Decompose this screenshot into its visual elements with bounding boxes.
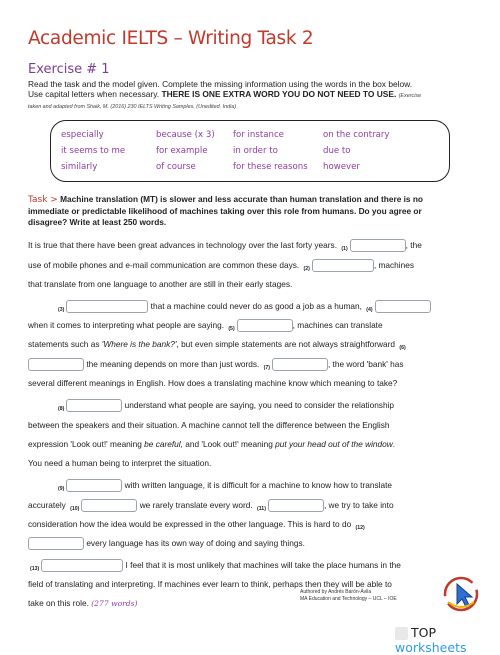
- word-box-item: because (x 3): [156, 130, 215, 140]
- word-box-item: it seems to me: [61, 146, 126, 156]
- word-box-item: for example: [156, 146, 208, 156]
- page-title: Academic IELTS – Writing Task 2: [28, 28, 314, 49]
- gap-10-input[interactable]: [81, 499, 137, 512]
- word-count: (277 words): [91, 599, 138, 608]
- exercise-title: Exercise # 1: [28, 62, 110, 77]
- word-box-item: on the contrary: [323, 130, 390, 140]
- gap-6-input[interactable]: [28, 358, 84, 371]
- gap-9-input[interactable]: [66, 479, 122, 492]
- word-box-item: for these reasons: [233, 162, 308, 172]
- gap-3-input[interactable]: [66, 300, 148, 313]
- gap-5-input[interactable]: [237, 319, 293, 332]
- footer-brand: TOP worksheets: [395, 625, 467, 655]
- gap-7-input[interactable]: [272, 358, 328, 371]
- gap-8-input[interactable]: [66, 399, 122, 412]
- word-box-item: due to: [323, 146, 351, 156]
- instructions-emphasis: THERE IS ONE EXTRA WORD YOU DO NOT NEED TO USE.: [161, 89, 397, 100]
- instructions-line-2: Use capital letters when necessary. THERE IS ONE EXTRA WORD YOU DO NOT NEED TO USE. (Exercise: [28, 89, 422, 100]
- instructions-source: taken and adapted from Shaik, M. (2016) 230 IELTS Writing Samples. (Unedited. India): [28, 103, 237, 110]
- gap-4-input[interactable]: [375, 300, 431, 313]
- worksheet-page: Academic IELTS – Writing Task 2 Exercise # 1 Read the task and the model given. Complete the missing information using the words in the box below. Use capital letters when necessary. THERE IS ONE EXTRA WORD YOU DO NOT NEED TO USE. (Exercise taken and adapted from Shaik, M. (2016) 230 IELTS Writing Samples. (Unedited. India) especially because (x 3) for instance on the contrary it seems to me for example in order to due to similarly of course for these reasons however Task > Machine translation (MT) is slower and less accurate than human translation and there is no immediate or predictable likelihood of machines taking over this role from humans. Do you agree or disagree? Write at least 250 words. It is true that there have been great advances in technology over the last forty years. $_{(1)}$ , the use of mobile phones and e-mail communication are common these days. $_{(2)}$ , machines that translate from one language to another are still in their early stages. $_{(3)}$ that a machine could never do as good a job as a human, $_{(4)}$ when it comes to interpreting what people are saying. $_{(5)}$ , machines can translate statements such as 'Where is the bank?', but even simple statements are not always straightforward $_{(6)}$ the meaning depends on more than just words. $_{(7)}$ , the word 'bank' has several different meanings in English. How does a translating machine know which meaning to take? $_{(8)}$ understand what people are saying, you need to consider the relationship between the speakers and their situation. A machine cannot tell the difference between the English expression 'Look out!' meaning be careful, and 'Look out!' meaning put your head out of the window. You need a human being to interpret the situation. $_{(9)}$ with written language, it is difficult for a machine to know how to translate accurately $_{(10)}$ we rarely translate every word. $_{(11)}$ , we try to take into consideration how the idea would be expressed in the other language. This is hard to do $_{(12)}$ every language has its own way of doing and saying things. $_{(13)}$ I feel that it is most unlikely that machines will take the place humans in the field of translating and interpreting. If machines ever learn to think, perhaps then they will be able to take on this role. (277 words) Authored by Andrés Barón-Ávila MA Education and Technology – UCL – IOE TOP worksheets: [0, 0, 500, 646]
- mouse-click-logo-icon: [442, 574, 480, 614]
- instructions-line-1: Read the task and the model given. Complete the missing information using the words in the box below.: [28, 79, 413, 89]
- gap-2-input[interactable]: [312, 259, 374, 272]
- task-label: Task >: [28, 195, 58, 205]
- gap-1-input[interactable]: [350, 239, 406, 252]
- task-prompt: Task > Machine translation (MT) is slower and less accurate than human translation and there is no immediate or predictable likelihood of machines taking over this role from humans. Do you agree or disagree? Write at least 250 words.: [28, 194, 423, 227]
- gap-13-input[interactable]: [41, 559, 123, 572]
- author-credit: Authored by Andrés Barón-Ávila MA Education and Technology – UCL – IOE: [300, 589, 397, 602]
- word-box-item: similarly: [61, 162, 98, 172]
- word-box: [50, 120, 450, 182]
- gap-11-input[interactable]: [268, 499, 324, 512]
- gap-12-input[interactable]: [28, 537, 84, 550]
- word-box-item: however: [323, 162, 360, 172]
- word-box-item: for instance: [233, 130, 284, 140]
- instructions: [28, 79, 474, 112]
- word-box-item: in order to: [233, 146, 278, 156]
- word-box-item: of course: [156, 162, 196, 172]
- brand-badge-icon: [395, 627, 408, 640]
- word-box-item: especially: [61, 130, 104, 140]
